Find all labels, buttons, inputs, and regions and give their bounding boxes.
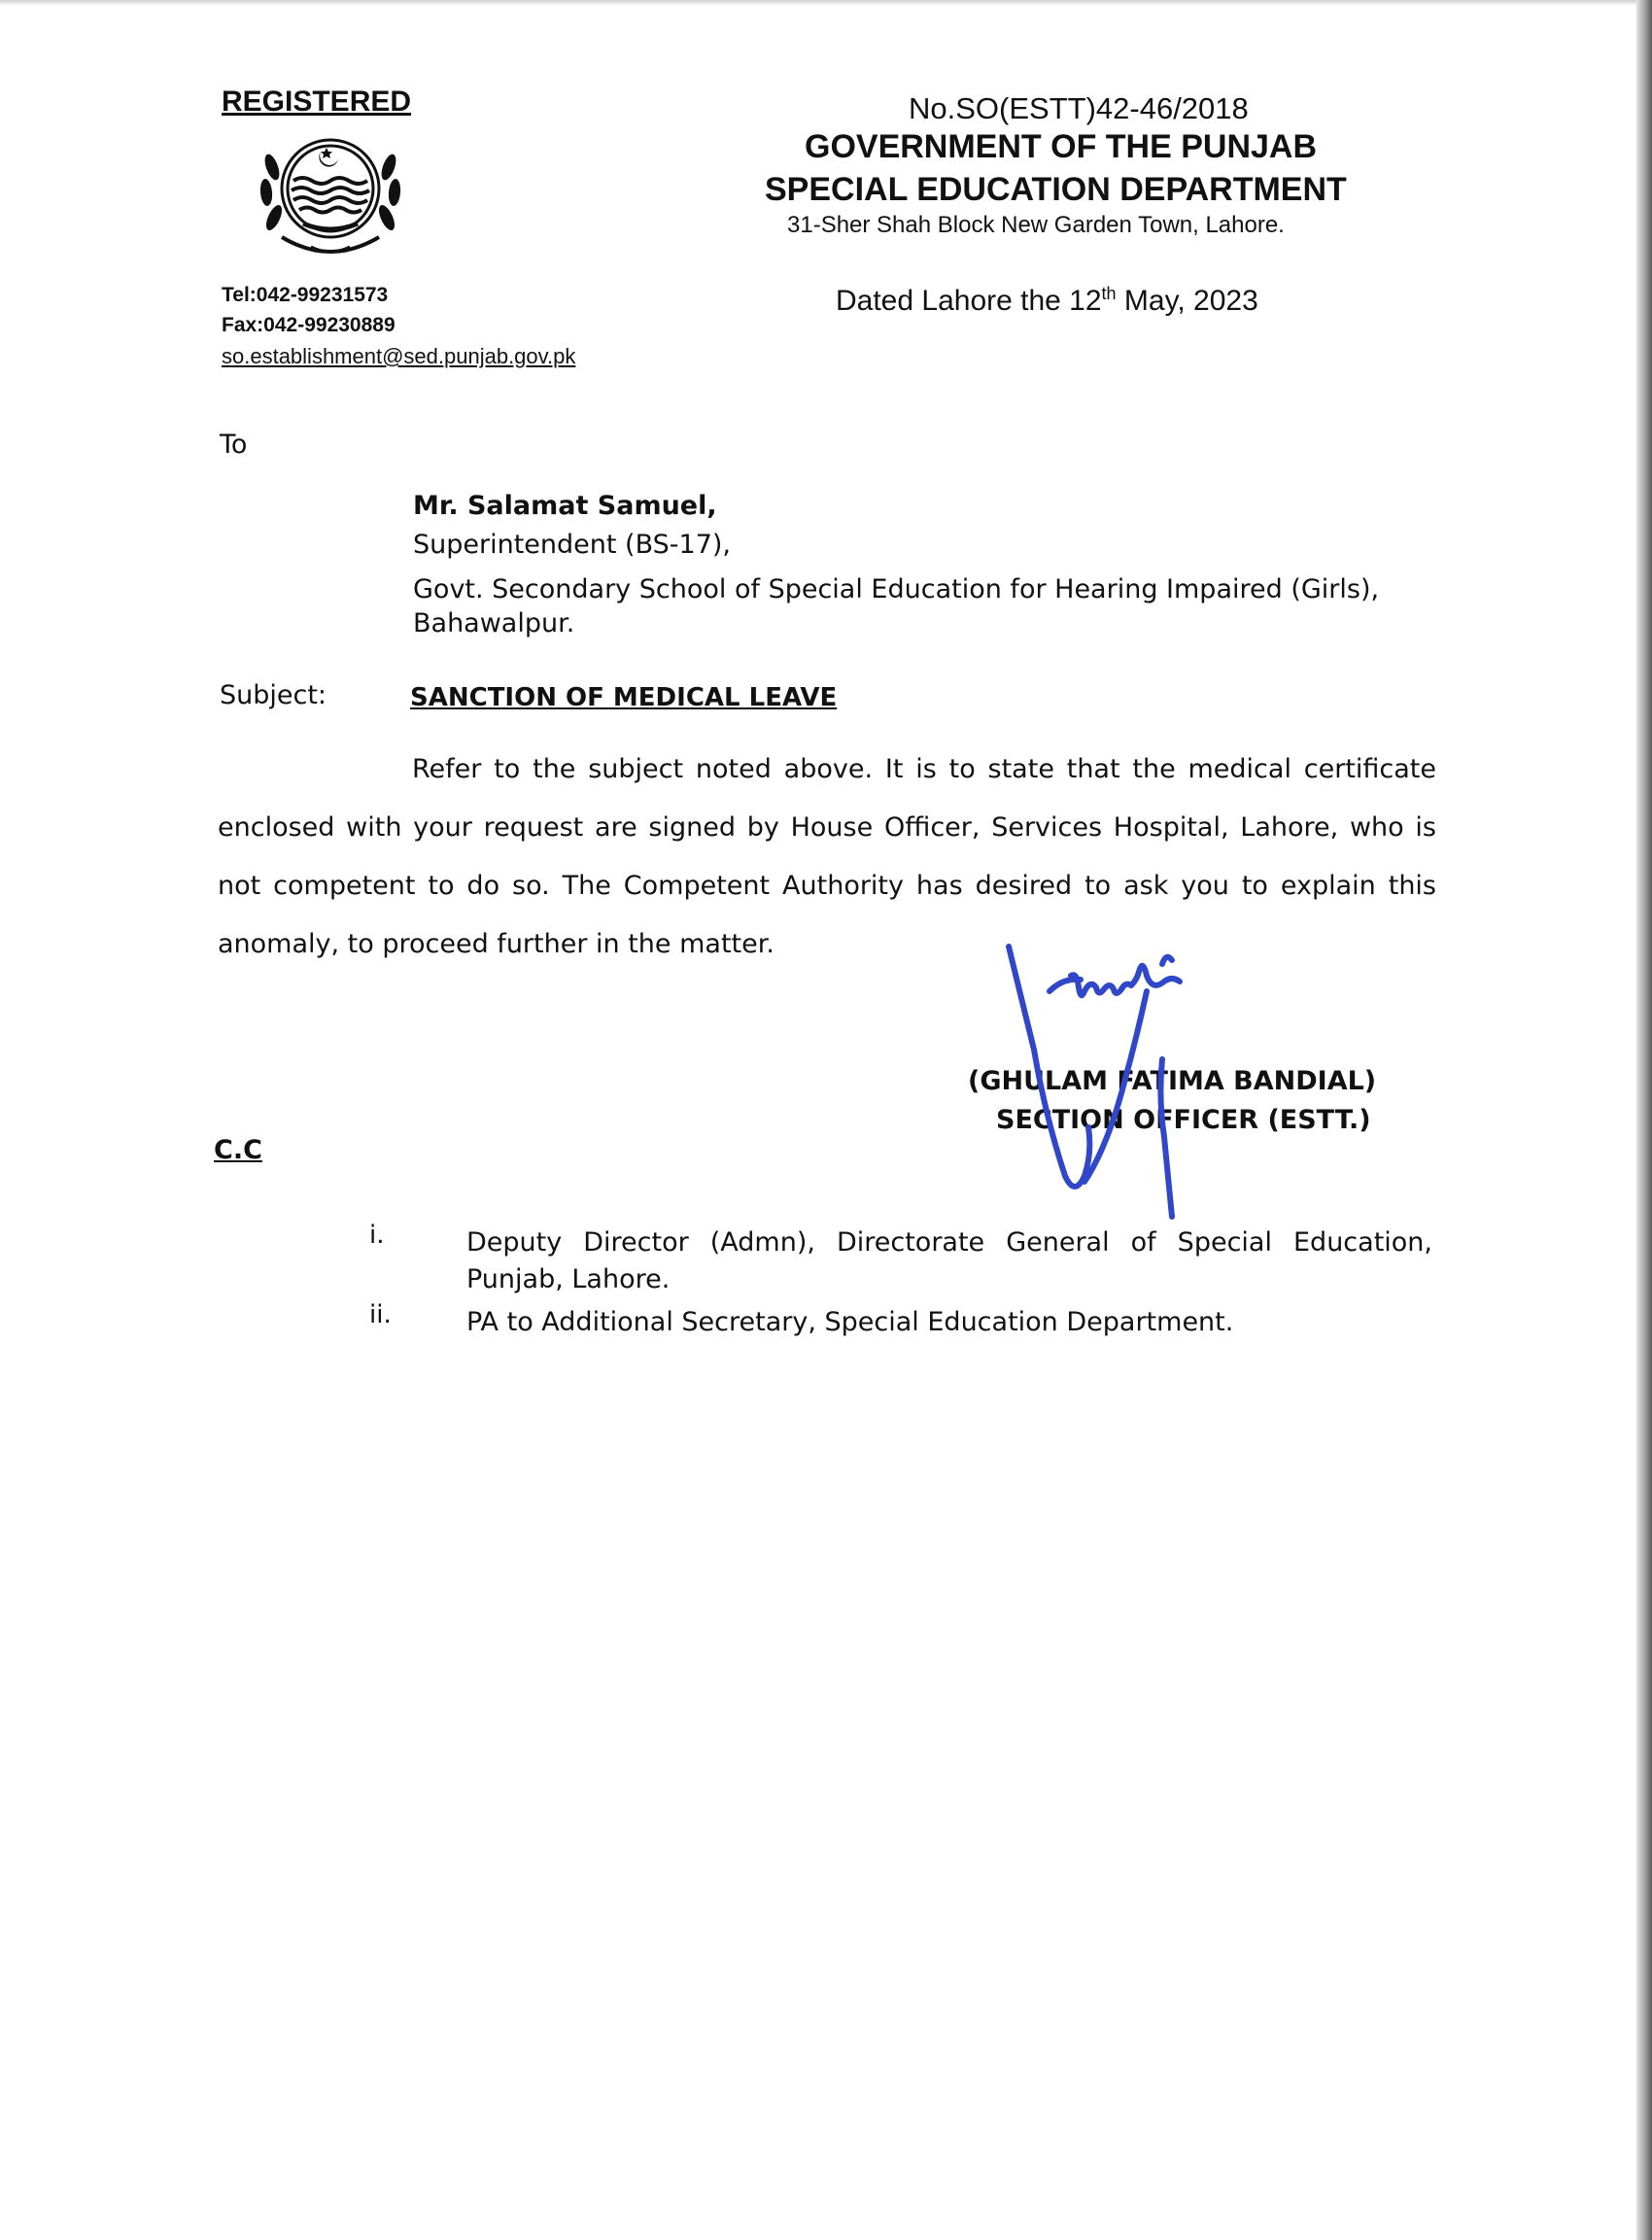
signatory-title: SECTION OFFICER (ESTT.) xyxy=(996,1105,1371,1135)
cc-item-text: PA to Additional Secretary, Special Education Department. xyxy=(466,1307,1234,1337)
to-label: To xyxy=(220,430,248,460)
cc-label: C.C xyxy=(214,1135,262,1165)
date-rest: May, 2023 xyxy=(1116,285,1258,317)
subject-label: Subject: xyxy=(220,680,327,710)
government-heading: GOVERNMENT OF THE PUNJAB xyxy=(805,128,1318,165)
department-address: 31-Sher Shah Block New Garden Town, Lahore. xyxy=(787,212,1285,238)
letter-body: Refer to the subject noted above. It is to state that the medical certificate enclosed with your request are signed by House Officer, Services Hospital, Lahore, who is not competent to do so. The Competent Authority has desired to ask you to explain this anomaly, to proceed further in the matter. xyxy=(218,754,1436,959)
subject-text: SANCTION OF MEDICAL LEAVE xyxy=(410,683,838,712)
recipient-name: Mr. Salamat Samuel, xyxy=(413,491,717,521)
email-address[interactable]: so.establishment@sed.punjab.gov.pk xyxy=(222,344,576,368)
page-top-edge xyxy=(0,0,1652,6)
punjab-government-emblem-icon xyxy=(243,128,418,264)
handwritten-signature xyxy=(991,933,1244,1224)
date-ordinal-suffix: th xyxy=(1101,284,1117,303)
cc-item-number: ii. xyxy=(369,1300,392,1329)
recipient-designation: Superintendent (BS-17), xyxy=(413,530,731,560)
cc-item-number: i. xyxy=(369,1221,385,1250)
page-right-edge xyxy=(1636,0,1652,2240)
letter-date xyxy=(836,284,1258,318)
date-prefix: Dated Lahore the 12 xyxy=(836,285,1102,317)
telephone-number: Tel:042-99231573 xyxy=(222,284,389,306)
registered-label: REGISTERED xyxy=(222,86,412,118)
fax-number: Fax:042-99230889 xyxy=(222,314,396,336)
signatory-name: (GHULAM FATIMA BANDIAL) xyxy=(968,1066,1377,1096)
reference-number: No.SO(ESTT)42-46/2018 xyxy=(909,91,1249,125)
cc-item-text: Deputy Director (Admn), Directorate General of Special Education, Punjab, Lahore. xyxy=(466,1227,1432,1294)
recipient-city: Bahawalpur. xyxy=(413,608,575,638)
recipient-institution: Govt. Secondary School of Special Education for Hearing Impaired (Girls), xyxy=(413,574,1380,604)
department-heading: SPECIAL EDUCATION DEPARTMENT xyxy=(765,171,1347,208)
